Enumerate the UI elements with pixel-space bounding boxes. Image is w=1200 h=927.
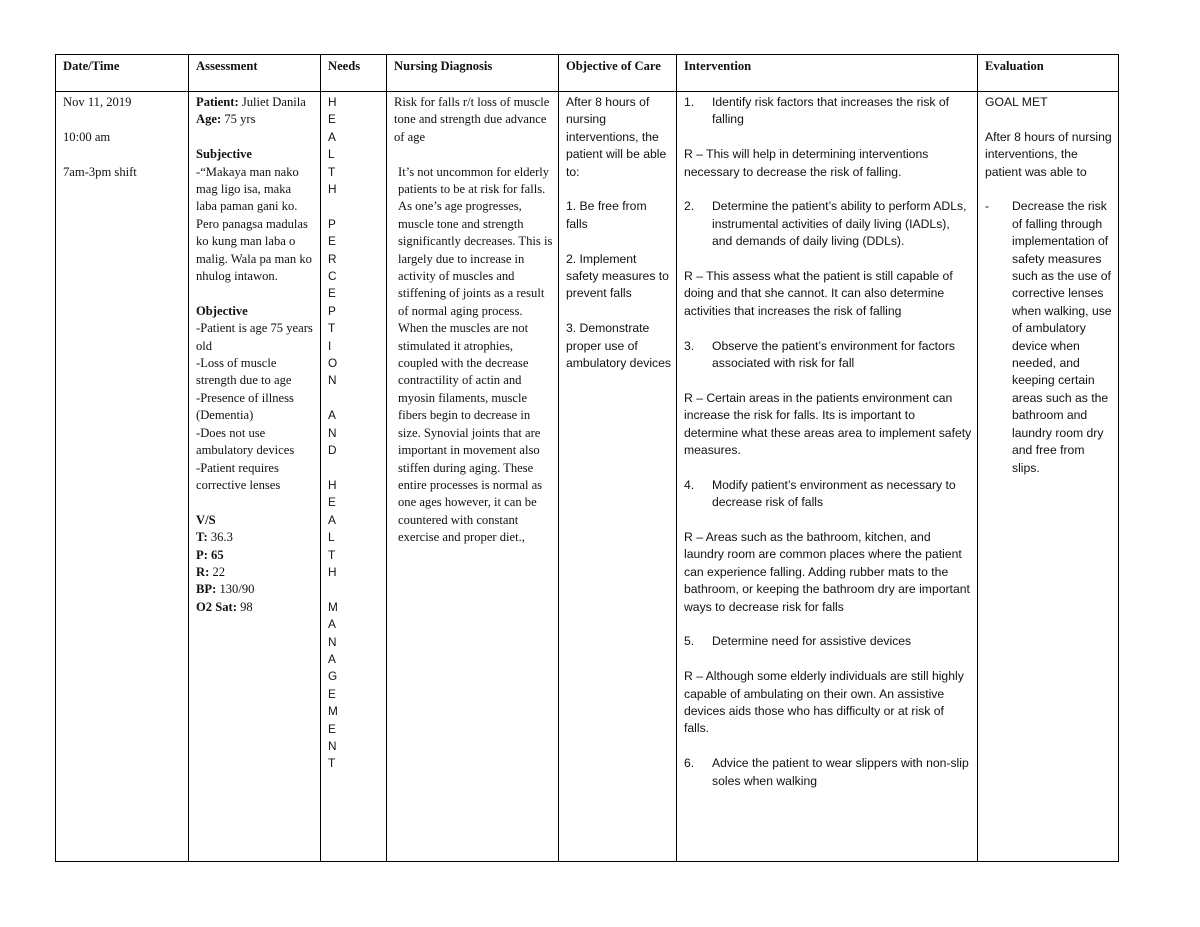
needs-word-perception	[328, 216, 381, 390]
age-value: 75 yrs	[221, 112, 256, 127]
intervention-item: 2. Determine the patient’s ability to perform ADLs, instrumental activities of daily living (IADLs), and demands of daily living (DDLs).	[684, 199, 967, 249]
intervention-item: 5. Determine need for assistive devices	[684, 634, 912, 649]
intervention-rationale: R – Although some elderly individuals are still highly capable of ambulating on their own. An assistive devices aids those who has difficulty or at risk of falls.	[684, 669, 964, 736]
needs-letter: T	[328, 756, 336, 771]
vital-signs-heading: V/S	[196, 512, 216, 527]
header-evaluation: Evaluation	[978, 55, 1119, 92]
header-nursing-diagnosis: Nursing Diagnosis	[387, 55, 559, 92]
intervention-rationale: R – This assess what the patient is still capable of doing and that she cannot. It can also determine activities that increases the risk of falling	[684, 269, 953, 318]
objective-item: -Loss of muscle strength due to age	[196, 356, 292, 388]
care-plan-row	[56, 92, 1119, 862]
subjective-heading: Subjective	[196, 147, 252, 162]
needs-letter: D	[328, 443, 337, 458]
needs-letter: T	[328, 321, 336, 336]
objective-goal: 2. Implement safety measures to prevent falls	[566, 251, 669, 301]
needs-word-and	[328, 407, 381, 459]
needs-letter: L	[328, 530, 335, 545]
needs-word-health-2	[328, 477, 381, 581]
date-value: Nov 11, 2019	[63, 95, 132, 109]
needs-word-management	[328, 599, 381, 773]
needs-cell	[321, 92, 387, 862]
needs-letter: A	[328, 651, 336, 666]
header-row	[56, 55, 1119, 92]
objective-item: -Does not use ambulatory devices	[196, 425, 295, 458]
header-date-time: Date/Time	[56, 55, 189, 92]
shift-value: 7am-3pm shift	[63, 164, 137, 179]
header-needs: Needs	[321, 55, 387, 92]
needs-letter: E	[328, 686, 336, 701]
patient-label: Patient:	[196, 95, 239, 109]
needs-letter: N	[328, 373, 337, 388]
evaluation-bullet	[985, 198, 1113, 477]
needs-letter: A	[328, 129, 336, 144]
needs-letter: T	[328, 164, 336, 179]
diagnosis-statement: Risk for falls r/t loss of muscle tone and strength due advance of age	[394, 95, 550, 144]
intervention-rationale: R – Areas such as the bathroom, kitchen, and laundry room are common places where the patient can experience falling. Adding rubber mats to the bathroom, or keeping the bathroom dry are important ways to decrease risk for falls	[684, 530, 970, 614]
needs-letter: C	[328, 269, 337, 284]
intervention-item: 4. Modify patient’s environment as necessary to decrease risk of falls	[684, 477, 956, 510]
needs-letter: H	[328, 477, 337, 492]
needs-letter: L	[328, 147, 335, 162]
time-value: 10:00 am	[63, 129, 111, 144]
needs-letter: P	[328, 303, 336, 318]
age-line	[196, 111, 315, 128]
intervention-item: 6. Advice the patient to wear slippers with non-slip soles when walking	[684, 756, 969, 788]
evaluation-status: GOAL MET	[985, 95, 1048, 109]
vital-pulse: P: 65	[196, 547, 224, 562]
age-label: Age:	[196, 112, 222, 127]
needs-letter: E	[328, 721, 336, 736]
needs-letter: M	[328, 599, 338, 614]
objective-of-care-cell	[559, 92, 677, 862]
objective-item: -Patient is age 75 years old	[196, 321, 313, 353]
header-assessment: Assessment	[189, 55, 321, 92]
header-objective-of-care: Objective of Care	[559, 55, 677, 92]
nursing-diagnosis-cell	[387, 92, 559, 862]
needs-letter: P	[328, 216, 336, 231]
patient-name: Juliet Danila	[238, 95, 306, 109]
needs-letter: A	[328, 617, 336, 632]
intervention-cell	[677, 92, 978, 862]
needs-letter: G	[328, 669, 338, 684]
evaluation-bullet-text: Decrease the risk of falling through implementation of safety measures such as the use of corrective lenses when walking, use of ambulatory device when needed, and keeping certain areas such as the bathroom and laundry room dry and free from slips.	[1012, 199, 1112, 475]
needs-letter: H	[328, 95, 337, 109]
needs-letter: E	[328, 495, 336, 510]
diagnosis-rationale: It’s not uncommon for elderly patients to be at risk for falls. As one’s age progresses, muscle tone and strength significantly decreases. This is largely due to increase in activity of muscles and stiffening of joints as a result of normal aging process. When the muscles are not stimulated it atrophies, coupled with the decrease contractility of actin and myosin filaments, muscle fibers begin to decrease in size. Synovial joints that are important in movement also stiffen during aging. These entire processes is normal as one ages however, it can be countered with constant exercise and proper diet.,	[398, 164, 553, 545]
needs-letter: E	[328, 286, 336, 301]
needs-letter: A	[328, 408, 336, 423]
intervention-item: 1. Identify risk factors that increases the risk of falling	[684, 95, 950, 127]
assessment-cell	[189, 92, 321, 862]
bullet-dash: -	[985, 199, 990, 214]
objective-heading: Objective	[196, 303, 248, 318]
vital-o2-saturation: O2 Sat: 98	[196, 599, 253, 614]
vital-temperature: T: 36.3	[196, 530, 233, 545]
needs-word-health	[328, 94, 381, 198]
objective-item: -Patient requires corrective lenses	[196, 460, 281, 492]
nursing-care-plan-table	[55, 54, 1119, 862]
needs-letter: A	[328, 512, 336, 527]
needs-letter: E	[328, 234, 336, 249]
objective-goal: 1. Be free from falls	[566, 199, 647, 231]
needs-letter: N	[328, 738, 337, 753]
needs-letter: I	[328, 338, 332, 353]
vital-blood-pressure: BP: 130/90	[196, 582, 255, 597]
objective-item: -Presence of illness (Dementia)	[196, 390, 294, 423]
needs-letter: H	[328, 182, 337, 197]
intervention-rationale: R – This will help in determining interventions necessary to decrease the risk of falling.	[684, 147, 929, 179]
needs-letter: N	[328, 634, 337, 649]
objective-intro: After 8 hours of nursing interventions, the patient will be able to:	[566, 95, 667, 179]
needs-letter: M	[328, 704, 338, 719]
date-time-cell	[56, 92, 189, 862]
subjective-text: -“Makaya man nako mag ligo isa, maka laba paman gani ko. Pero panagsa madulas ko kung man laba o malig. Wala pa man ko nhulog intawon.	[196, 164, 312, 284]
header-intervention: Intervention	[677, 55, 978, 92]
needs-letter: O	[328, 356, 338, 371]
objective-goal: 3. Demonstrate proper use of ambulatory devices	[566, 321, 671, 371]
needs-letter: T	[328, 547, 336, 562]
needs-letter: E	[328, 112, 336, 127]
needs-letter: N	[328, 425, 337, 440]
intervention-item: 3. Observe the patient’s environment for factors associated with risk for fall	[684, 338, 955, 371]
vital-respiration: R: 22	[196, 564, 226, 579]
evaluation-intro: After 8 hours of nursing interventions, the patient was able to	[985, 129, 1112, 179]
needs-letter: H	[328, 564, 337, 579]
needs-letter: R	[328, 251, 337, 266]
intervention-rationale: R – Certain areas in the patients environment can increase the risk for falls. Its is important to determine what these areas area to implement safety measures.	[684, 390, 972, 458]
patient-line	[196, 94, 315, 111]
evaluation-cell	[978, 92, 1119, 862]
